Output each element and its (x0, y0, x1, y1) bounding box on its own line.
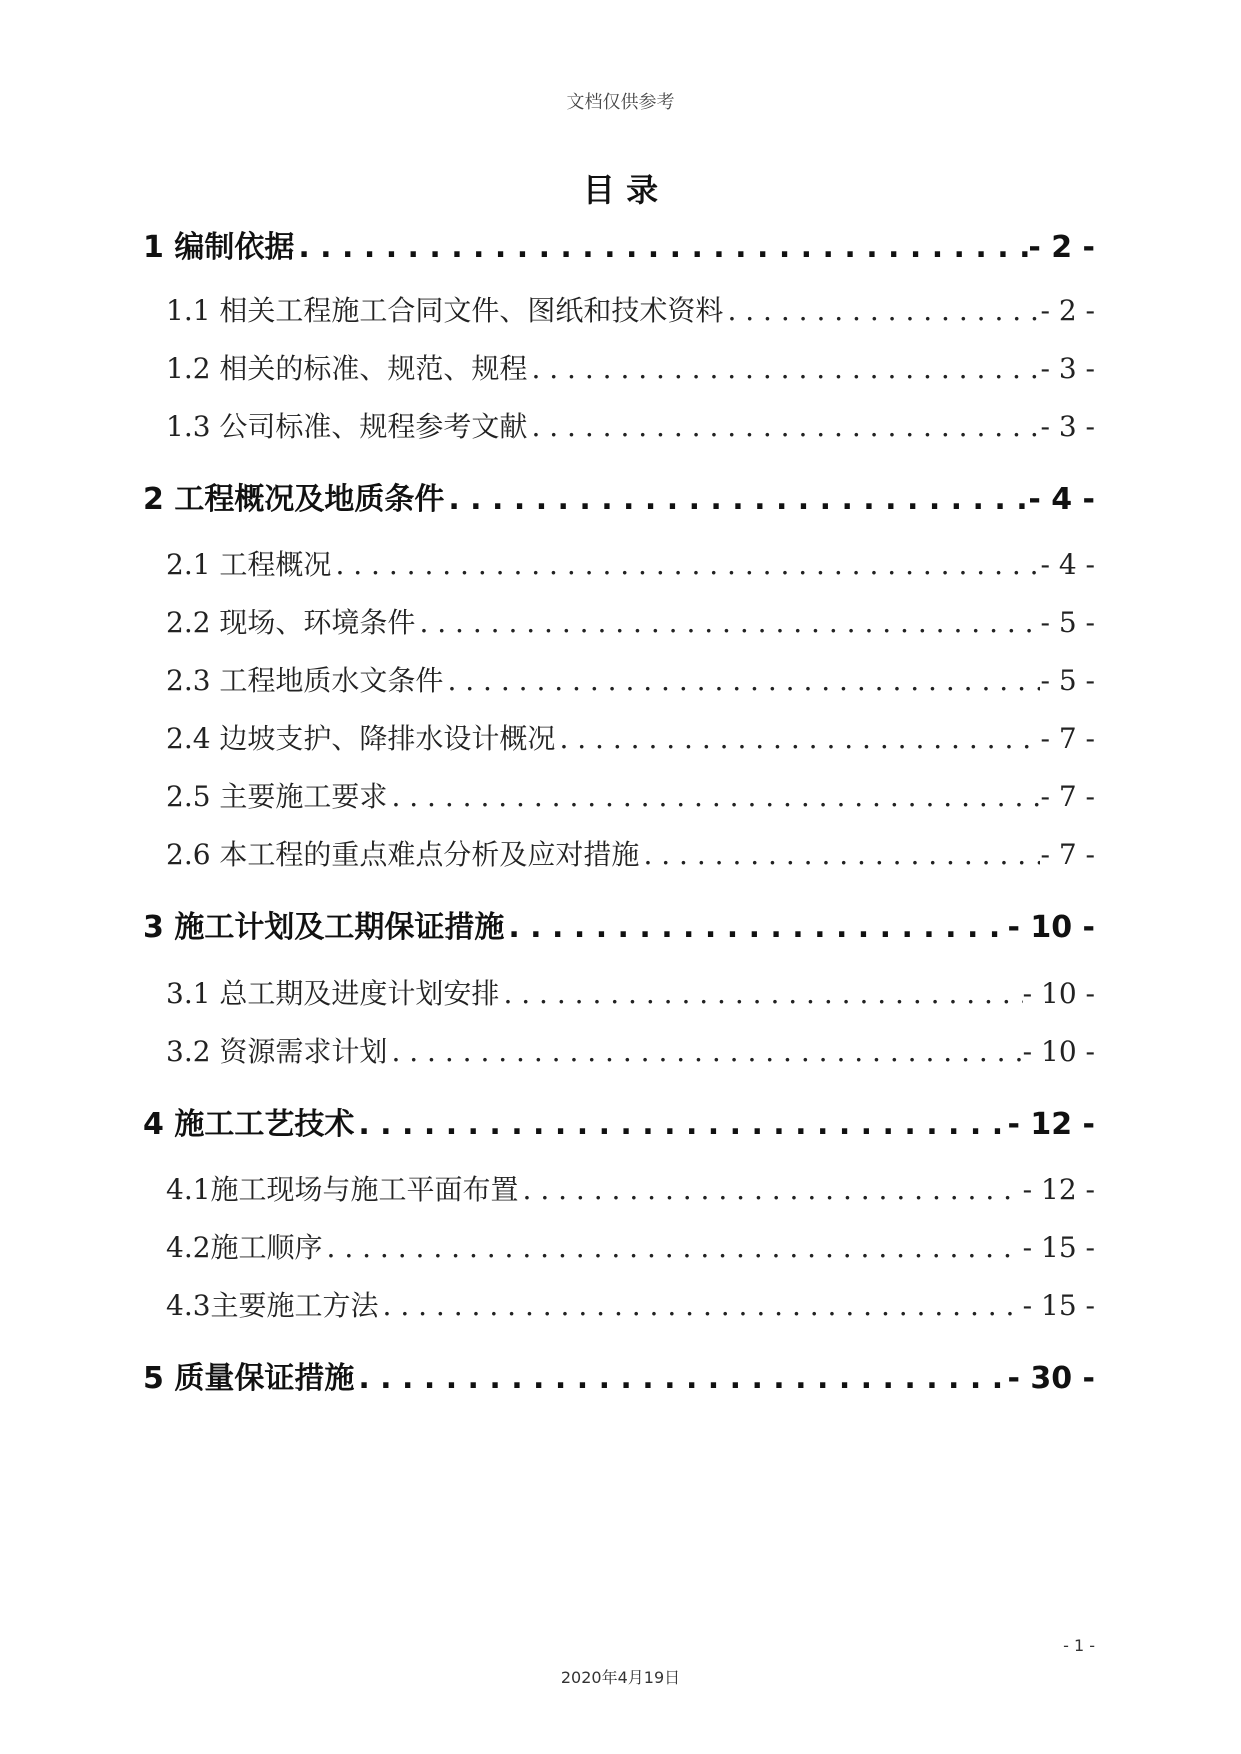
toc-entry-1-1[interactable] (166, 289, 1095, 329)
toc-entry-label: 2.4 边坡支护、降排水设计概况 (166, 722, 556, 755)
toc-entry-4-3[interactable] (166, 1284, 1095, 1324)
toc-entry-5[interactable] (143, 1353, 1095, 1397)
toc-entry-3-2[interactable] (166, 1030, 1095, 1070)
toc-leader-dots (555, 722, 1040, 755)
toc-entry-page: - 12 - (1022, 1173, 1095, 1206)
toc-entry-label: 1 编制依据 (143, 230, 295, 265)
toc-entry-label: 5 质量保证措施 (143, 1361, 355, 1396)
toc-entry-page: - 15 - (1022, 1231, 1095, 1264)
toc-leader-dots (387, 780, 1040, 813)
page-number: - 1 - (1063, 1636, 1095, 1655)
toc-leader-dots (519, 1173, 1023, 1206)
toc-entry-page: - 5 - (1040, 664, 1095, 697)
toc-entry-4-2[interactable] (166, 1226, 1095, 1266)
toc-entry-label: 4.1施工现场与施工平面布置 (166, 1173, 519, 1206)
toc-entry-2-5[interactable] (166, 775, 1095, 815)
toc-entry-page: - 10 - (1007, 910, 1095, 945)
toc-leader-dots (294, 230, 1028, 265)
toc-entry-4[interactable] (143, 1099, 1095, 1143)
toc-title: 目 录 (582, 171, 659, 209)
toc-entry-page: - 4 - (1040, 548, 1095, 581)
toc-entry-label: 2.5 主要施工要求 (166, 780, 388, 813)
toc-entry-1-3[interactable] (166, 405, 1095, 445)
toc-entry-2-1[interactable] (166, 543, 1095, 583)
toc-leader-dots (444, 482, 1028, 517)
toc-leader-dots (723, 294, 1040, 327)
toc-entry-label: 4.2施工顺序 (166, 1231, 323, 1264)
toc-entry-label: 1.2 相关的标准、规范、规程 (166, 352, 528, 385)
toc-leader-dots (415, 606, 1040, 639)
toc-leader-dots (527, 410, 1040, 443)
toc-entry-page: - 15 - (1022, 1289, 1095, 1322)
toc-entry-page: - 2 - (1040, 294, 1095, 327)
toc-leader-dots (331, 548, 1040, 581)
toc-leader-dots (379, 1289, 1023, 1322)
toc-leader-dots (387, 1035, 1022, 1068)
toc-entry-page: - 12 - (1007, 1107, 1095, 1142)
toc-entry-2-6[interactable] (166, 833, 1095, 873)
toc-entry-3[interactable] (143, 902, 1095, 946)
toc-leader-dots (639, 838, 1040, 871)
toc-entry-2[interactable] (143, 474, 1095, 518)
toc-entry-2-3[interactable] (166, 659, 1095, 699)
footer-date: 2020年4月19日 (560, 1668, 681, 1687)
toc-entry-1[interactable] (143, 222, 1095, 266)
toc-entry-page: - 7 - (1040, 838, 1095, 871)
toc-entry-3-1[interactable] (166, 972, 1095, 1012)
toc-entry-label: 3 施工计划及工期保证措施 (143, 910, 505, 945)
toc-entry-page: - 10 - (1022, 977, 1095, 1010)
toc-entry-page: - 10 - (1022, 1035, 1095, 1068)
toc-entry-label: 2.3 工程地质水文条件 (166, 664, 444, 697)
toc-entry-2-4[interactable] (166, 717, 1095, 757)
toc-leader-dots (354, 1107, 1007, 1142)
toc-leader-dots (499, 977, 1022, 1010)
toc-entry-1-2[interactable] (166, 347, 1095, 387)
toc-entry-label: 2 工程概况及地质条件 (143, 482, 445, 517)
toc-entry-page: - 7 - (1040, 722, 1095, 755)
toc-entry-label: 1.3 公司标准、规程参考文献 (166, 410, 528, 443)
toc-entry-page: - 7 - (1040, 780, 1095, 813)
toc-entry-page: - 5 - (1040, 606, 1095, 639)
toc-leader-dots (354, 1361, 1007, 1396)
toc-entry-page: - 30 - (1007, 1361, 1095, 1396)
toc-entry-4-1[interactable] (166, 1168, 1095, 1208)
toc-entry-label: 1.1 相关工程施工合同文件、图纸和技术资料 (166, 294, 724, 327)
toc-entry-label: 3.2 资源需求计划 (166, 1035, 388, 1068)
toc-leader-dots (527, 352, 1040, 385)
toc-entry-label: 2.6 本工程的重点难点分析及应对措施 (166, 838, 640, 871)
toc-entry-2-2[interactable] (166, 601, 1095, 641)
toc-entry-label: 3.1 总工期及进度计划安排 (166, 977, 500, 1010)
toc-entry-label: 4.3主要施工方法 (166, 1289, 379, 1322)
toc-entry-label: 2.1 工程概况 (166, 548, 332, 581)
toc-entry-label: 2.2 现场、环境条件 (166, 606, 416, 639)
toc-entry-page: - 3 - (1040, 352, 1095, 385)
document-header: 文档仅供参考 (566, 92, 675, 113)
toc-entry-page: - 2 - (1028, 230, 1095, 265)
toc-entry-label: 4 施工工艺技术 (143, 1107, 355, 1142)
toc-entry-page: - 4 - (1028, 482, 1095, 517)
toc-leader-dots (443, 664, 1040, 697)
toc-entry-page: - 3 - (1040, 410, 1095, 443)
toc-leader-dots (504, 910, 1007, 945)
toc-leader-dots (323, 1231, 1023, 1264)
